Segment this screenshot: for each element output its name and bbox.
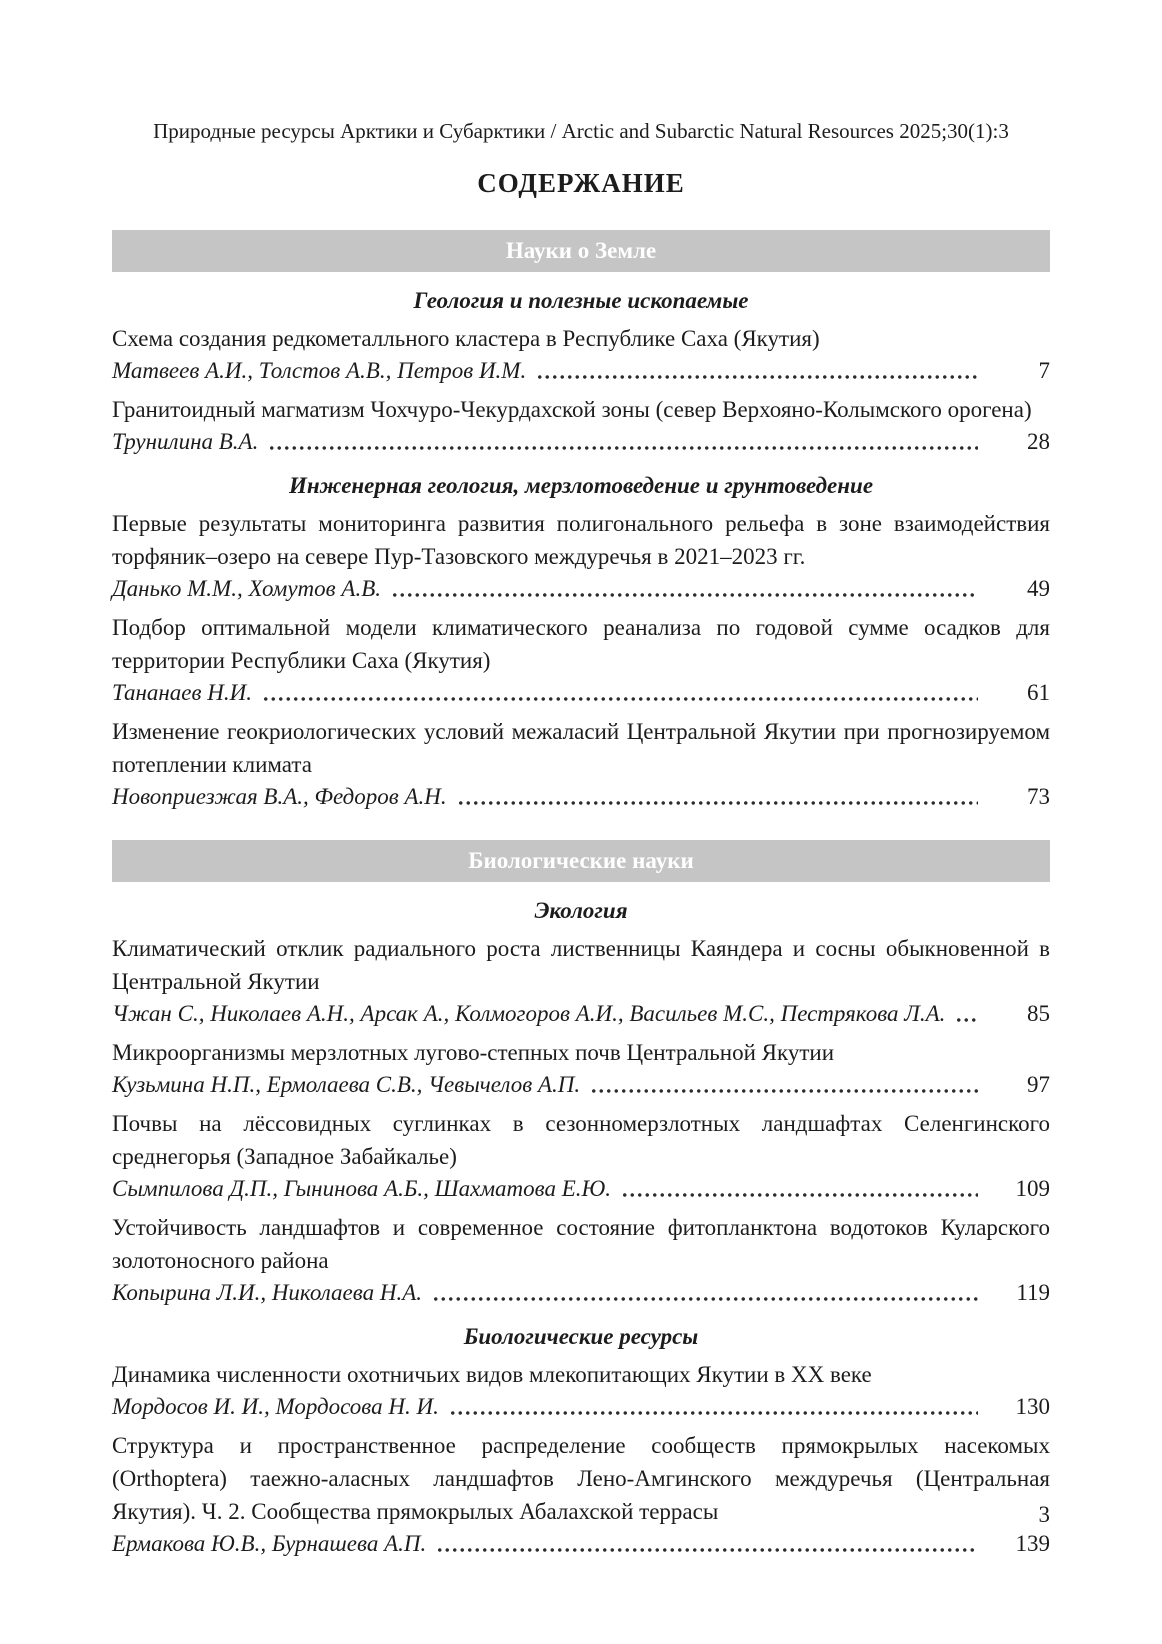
dot-leader [268, 426, 978, 457]
dot-leader [621, 1173, 978, 1204]
article-page-number: 7 [1038, 358, 1050, 383]
article-meta-row [112, 355, 1050, 386]
toc-entry [112, 611, 1050, 708]
article-page-number: 73 [1027, 784, 1050, 809]
article-page-number: 109 [1015, 1176, 1050, 1201]
article-page-number: 28 [1027, 429, 1050, 454]
article-title: Почвы на лёссовидных суглинках в сезонномерзлотных ландшафтах Селенгинского среднегорья (Западное Забайкалье) [112, 1111, 1050, 1169]
article-authors: Кузьмина Н.П., Ермолаева С.В., Чевычелов А.П. [112, 1072, 581, 1097]
section-banner-earth-sciences: Науки о Земле [112, 230, 1050, 272]
subsection-heading-ecology: Экология [534, 898, 628, 923]
article-title: Структура и пространственное распределение сообществ прямокрылых насекомых (Orthoptera) таежно-аласных ландшафтов Лено-Амгинского междуречья (Центральная Якутия). Ч. 2. Сообщества прямокрылых Абалахской террасы [112, 1433, 1050, 1524]
article-page-number: 130 [1015, 1394, 1050, 1419]
toc-entry [112, 1107, 1050, 1204]
article-authors: Тананаев Н.И. [112, 680, 252, 705]
article-meta-row [112, 781, 1050, 812]
toc-entry [112, 1358, 1050, 1422]
subsection-heading-biological-resources: Биологические ресурсы [463, 1324, 699, 1349]
article-meta-row [112, 1277, 1050, 1308]
article-meta-row [112, 426, 1050, 457]
article-title: Схема создания редкометалльного кластера в Республике Саха (Якутия) [112, 326, 820, 351]
article-page-number: 61 [1027, 680, 1050, 705]
page-title: СОДЕРЖАНИЕ [477, 168, 685, 198]
folio-page-number: 3 [1038, 1502, 1050, 1527]
dot-leader [262, 677, 978, 708]
article-meta-row [112, 573, 1050, 604]
toc-entry [112, 393, 1050, 457]
dot-leader [432, 1277, 978, 1308]
dot-leader [955, 998, 978, 1029]
article-meta-row [112, 998, 1050, 1029]
journal-header: Природные ресурсы Арктики и Субарктики / Arctic and Subarctic Natural Resources 2025;30(1):3 [153, 119, 1009, 143]
dot-leader [590, 1069, 978, 1100]
article-meta-row [112, 677, 1050, 708]
article-authors: Ермакова Ю.В., Бурнашева А.П. [112, 1531, 427, 1556]
article-meta-row [112, 1173, 1050, 1204]
article-authors: Сымпилова Д.П., Гынинова А.Б., Шахматова Е.Ю. [112, 1176, 612, 1201]
article-title: Динамика численности охотничьих видов млекопитающих Якутии в XX веке [112, 1362, 872, 1387]
article-meta-row [112, 1391, 1050, 1422]
article-page-number: 49 [1027, 576, 1050, 601]
article-title: Изменение геокриологических условий межаласий Центральной Якутии при прогнозируемом потеплении климата [112, 719, 1050, 777]
article-title: Климатический отклик радиального роста лиственницы Каяндера и сосны обыкновенной в Центральной Якутии [112, 936, 1050, 994]
article-authors: Матвеев А.И., Толстов А.В., Петров И.М. [112, 358, 527, 383]
toc-entry [112, 1036, 1050, 1100]
dot-leader [436, 1528, 978, 1559]
dot-leader [457, 781, 978, 812]
toc-entry [112, 507, 1050, 604]
article-title: Микроорганизмы мерзлотных лугово-степных почв Центральной Якутии [112, 1040, 835, 1065]
article-meta-row [112, 1528, 1050, 1559]
article-authors: Копырина Л.И., Николаева Н.А. [112, 1280, 422, 1305]
article-authors: Трунилина В.А. [112, 429, 259, 454]
dot-leader [536, 355, 978, 386]
article-page-number: 119 [1016, 1280, 1050, 1305]
article-title: Устойчивость ландшафтов и современное состояние фитопланктона водотоков Куларского золотоносного района [112, 1215, 1050, 1273]
section-banner-biological-sciences: Биологические науки [112, 840, 1050, 882]
subsection-heading-engineering-geology: Инженерная геология, мерзлотоведение и грунтоведение [288, 473, 874, 498]
article-authors: Мордосов И. И., Мордосова Н. И. [112, 1394, 439, 1419]
subsection-heading-geology: Геология и полезные ископаемые [413, 288, 749, 313]
article-meta-row [112, 1069, 1050, 1100]
toc-entry [112, 932, 1050, 1029]
article-authors: Чжан С., Николаев А.Н., Арсак А., Колмогоров А.И., Васильев М.С., Пестрякова Л.А. [112, 1001, 946, 1026]
toc-entry [112, 1211, 1050, 1308]
article-page-number: 97 [1027, 1072, 1050, 1097]
dot-leader [391, 573, 978, 604]
article-page-number: 85 [1027, 1001, 1050, 1026]
article-authors: Новоприезжая В.А., Федоров А.Н. [112, 784, 447, 809]
article-title: Первые результаты мониторинга развития полигонального рельефа в зоне взаимодействия торфяник–озеро на севере Пур-Тазовского междуречья в 2021–2023 гг. [112, 511, 1050, 569]
article-title: Подбор оптимальной модели климатического реанализа по годовой сумме осадков для территории Республики Саха (Якутия) [112, 615, 1050, 673]
article-page-number: 139 [1015, 1531, 1050, 1556]
toc-entry [112, 322, 1050, 386]
dot-leader [449, 1391, 978, 1422]
article-title: Гранитоидный магматизм Чохчуро-Чекурдахской зоны (север Верхояно-Колымского орогена) [112, 397, 1032, 422]
article-authors: Данько М.М., Хомутов А.В. [112, 576, 382, 601]
toc-entry [112, 715, 1050, 812]
toc-entry [112, 1429, 1050, 1559]
